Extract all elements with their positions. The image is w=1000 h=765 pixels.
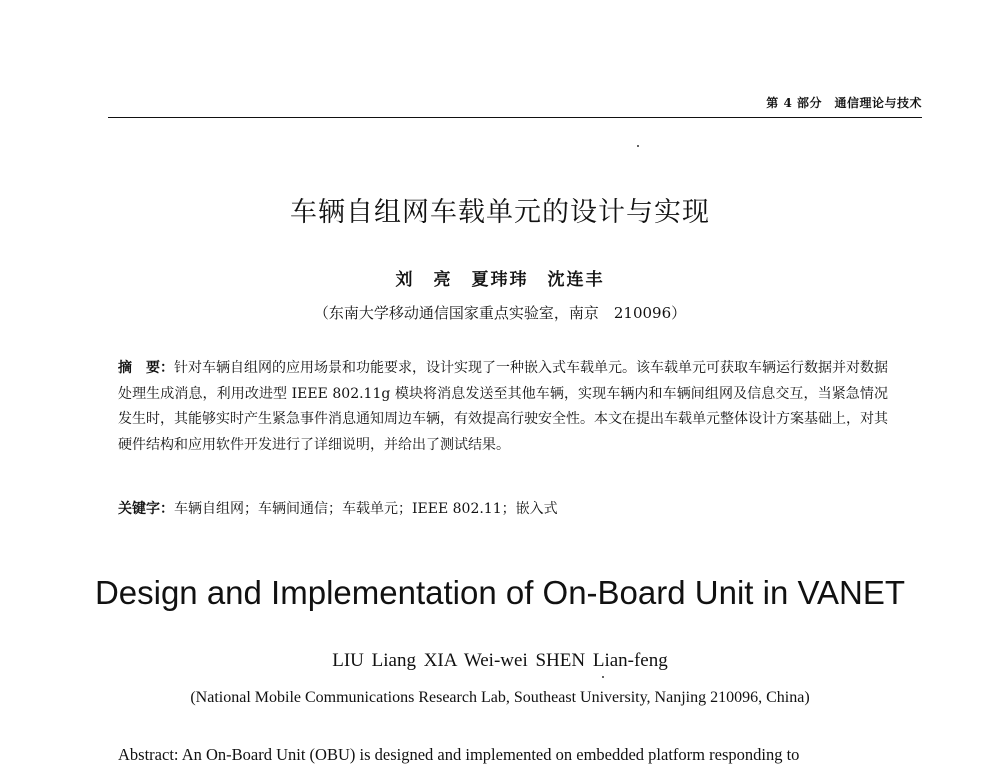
chinese-authors: 刘 亮 夏玮玮 沈连丰	[395, 270, 605, 290]
chinese-title: 车辆自组网车载单元的设计与实现	[290, 197, 710, 228]
chinese-keywords-label: 关键字：	[118, 501, 174, 517]
chinese-affiliation: （东南大学移动通信国家重点实验室，南京 210096）	[313, 304, 687, 322]
english-affiliation: (National Mobile Communications Research Lab, Southeast University, Nanjing 210096, China)	[190, 689, 810, 706]
english-abstract-partial: Abstract: An On-Board Unit (OBU) is designed and implemented on embedded platform responding to	[118, 745, 800, 764]
chinese-keywords	[118, 497, 888, 521]
chinese-keywords-text: 车辆自组网；车辆间通信；车载单元；IEEE 802.11；嵌入式	[174, 501, 558, 517]
english-title: Design and Implementation of On-Board Unit in VANET	[94, 574, 906, 611]
chinese-abstract-label: 摘 要：	[118, 360, 174, 376]
chinese-abstract	[118, 356, 888, 458]
english-authors: LIU Liang XIA Wei-wei SHEN Lian-feng	[332, 650, 668, 671]
scan-speck	[637, 145, 639, 147]
header-rule	[108, 117, 922, 118]
scan-speck	[602, 676, 604, 678]
chinese-abstract-text: 针对车辆自组网的应用场景和功能要求，设计实现了一种嵌入式车载单元。该车载单元可获取车辆运行数据并对数据处理生成消息，利用改进型 IEEE 802.11g 模块将消息发送至其他车辆，实现车辆内和车辆间组网及信息交互，当紧急情况发生时，其能够实时产生紧急事件消息通知周边车辆，有效提高行驶安全性。本文在提出车载单元整体设计方案基础上，对其硬件结构和应用软件开发进行了详细说明，并给出了测试结果。	[118, 360, 888, 453]
section-header: 第 4 部分 通信理论与技术	[766, 96, 922, 110]
